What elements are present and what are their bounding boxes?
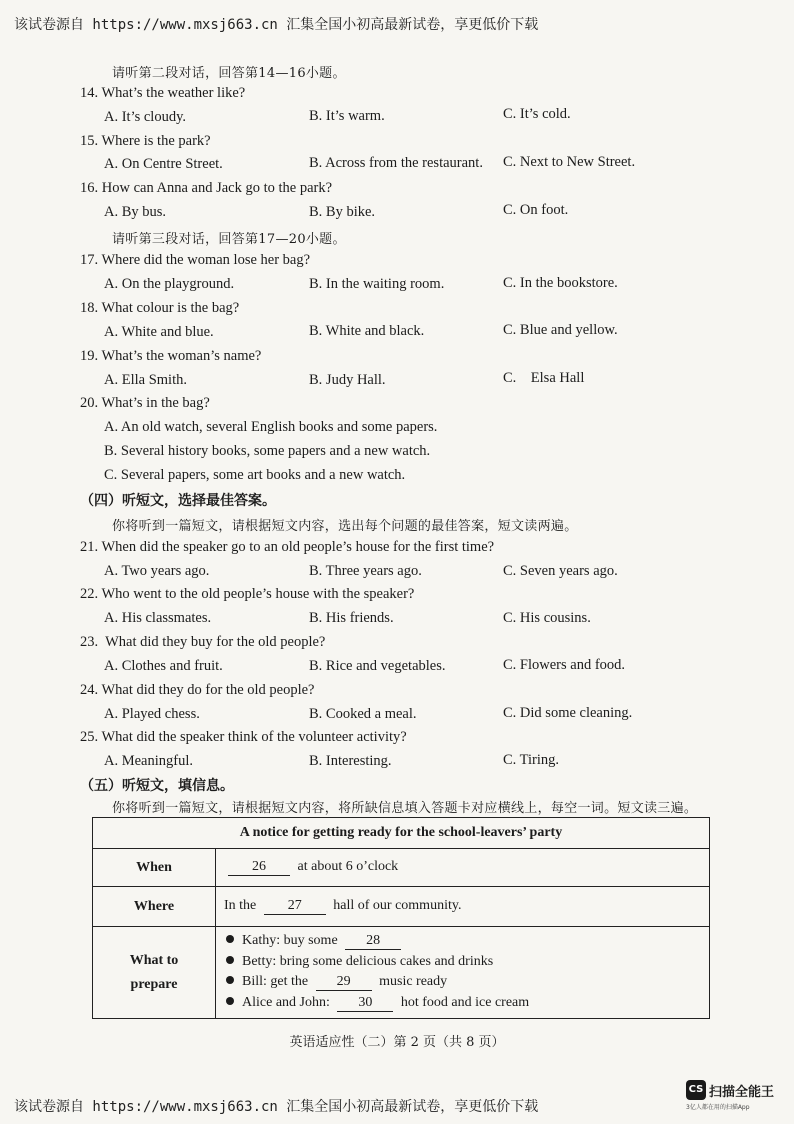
- option-22-b: B. His friends.: [309, 610, 394, 626]
- notice-row-when: [93, 849, 710, 887]
- option-23-a: A. Clothes and fruit.: [104, 658, 223, 674]
- option-14-c: C. It’s cold.: [503, 106, 571, 122]
- option-21-a: A. Two years ago.: [104, 563, 210, 579]
- option-20-a: A. An old watch, several English books and some papers.: [104, 419, 438, 435]
- option-20-c: C. Several papers, some art books and a new watch.: [104, 467, 406, 483]
- value-where: [216, 887, 710, 927]
- option-18-b: B. White and black.: [309, 323, 425, 339]
- option-25-c: C. Tiring.: [503, 752, 560, 768]
- question-20: 20. What’s in the bag?: [80, 395, 210, 411]
- label-prepare-line1: What to: [129, 952, 179, 968]
- section-5-instruction: 你将听到一篇短文，请根据短文内容，将所缺信息填入答题卡对应横线上，每空一词。短文读三遍。: [112, 801, 698, 816]
- question-18: 18. What colour is the bag?: [80, 300, 240, 316]
- option-19-c: C. Elsa Hall: [503, 370, 585, 386]
- watermark-header: 该试卷源自 https://www.mxsj663.cn 汇集全国小初高最新试卷，享更低价下载: [14, 17, 539, 33]
- option-19-a: A. Ella Smith.: [104, 372, 187, 388]
- blank-29: 29: [316, 974, 372, 991]
- notice-title: A notice for getting ready for the school-leavers’ party: [93, 818, 710, 849]
- question-14: 14. What’s the weather like?: [80, 85, 246, 101]
- prepare-item-betty: [224, 954, 708, 970]
- question-22: 22. Who went to the old people’s house with the speaker?: [80, 586, 415, 602]
- option-24-b: B. Cooked a meal.: [309, 706, 417, 722]
- question-25: 25. What did the speaker think of the volunteer activity?: [80, 729, 407, 745]
- bullet-icon: [226, 997, 234, 1005]
- option-15-b: B. Across from the restaurant.: [309, 155, 483, 171]
- question-15: 15. Where is the park?: [80, 133, 211, 149]
- label-prepare: [93, 927, 216, 1019]
- notice-table: [92, 817, 710, 1019]
- option-25-b: B. Interesting.: [309, 753, 392, 769]
- option-20-b: B. Several history books, some papers and a new watch.: [104, 443, 431, 459]
- option-21-b: B. Three years ago.: [309, 563, 422, 579]
- option-22-c: C. His cousins.: [503, 610, 591, 626]
- scanner-name: 扫描全能王: [709, 1084, 775, 1100]
- notice-row-where: [93, 887, 710, 927]
- scanner-logo: [686, 1080, 774, 1111]
- where-post: hall of our community.: [333, 898, 462, 913]
- option-17-b: B. In the waiting room.: [309, 276, 445, 292]
- prepare-item-post: hot food and ice cream: [400, 995, 530, 1010]
- option-17-c: C. In the bookstore.: [503, 275, 618, 291]
- prepare-item-text: Kathy: buy some: [242, 933, 338, 948]
- prepare-item-kathy: [224, 933, 708, 950]
- question-23: 23. What did they buy for the old people?: [80, 634, 326, 650]
- prepare-item-bill: [224, 974, 708, 991]
- option-24-a: A. Played chess.: [104, 706, 200, 722]
- section-4-instruction: 你将听到一篇短文，请根据短文内容，选出每个问题的最佳答案，短文读两遍。: [112, 519, 578, 534]
- option-18-a: A. White and blue.: [104, 324, 214, 340]
- option-21-c: C. Seven years ago.: [503, 563, 618, 579]
- bullet-icon: [226, 935, 234, 943]
- prepare-item-post: music ready: [379, 974, 448, 989]
- option-15-c: C. Next to New Street.: [503, 154, 636, 170]
- section-5-title: （五）听短文，填信息。: [80, 778, 234, 794]
- option-19-b: B. Judy Hall.: [309, 372, 386, 388]
- blank-28: 28: [345, 933, 401, 950]
- option-24-c: C. Did some cleaning.: [503, 705, 633, 721]
- label-when: When: [93, 849, 216, 887]
- value-prepare: [216, 927, 710, 1019]
- page-number: 英语适应性（二）第 2 页（共 8 页）: [289, 1035, 505, 1050]
- prepare-item-text: Bill: get the: [242, 974, 309, 989]
- question-21: 21. When did the speaker go to an old people’s house for the first time?: [80, 539, 495, 555]
- prepare-item-alice-john: [224, 995, 708, 1012]
- prepare-item-text: Alice and John:: [242, 995, 330, 1010]
- option-14-a: A. It’s cloudy.: [104, 109, 187, 125]
- option-23-c: C. Flowers and food.: [503, 657, 626, 673]
- watermark-footer: 该试卷源自 https://www.mxsj663.cn 汇集全国小初高最新试卷，享更低价下载: [14, 1099, 539, 1115]
- option-17-a: A. On the playground.: [104, 276, 235, 292]
- instruction-part2: 请听第二段对话，回答第14—16小题。: [112, 66, 346, 81]
- blank-27: 27: [264, 898, 326, 915]
- prepare-item-text: Betty: bring some delicious cakes and drinks: [242, 954, 494, 969]
- option-16-a: A. By bus.: [104, 204, 167, 220]
- option-22-a: A. His classmates.: [104, 610, 212, 626]
- option-25-a: A. Meaningful.: [104, 753, 193, 769]
- option-16-b: B. By bike.: [309, 204, 376, 220]
- where-pre: In the: [224, 898, 257, 913]
- question-19: 19. What’s the woman’s name?: [80, 348, 262, 364]
- camscanner-icon: CS: [686, 1080, 706, 1100]
- label-prepare-line2: prepare: [130, 976, 178, 992]
- question-17: 17. Where did the woman lose her bag?: [80, 252, 311, 268]
- option-15-a: A. On Centre Street.: [104, 156, 223, 172]
- value-when: [216, 849, 710, 887]
- notice-row-prepare: [93, 927, 710, 1019]
- option-16-c: C. On foot.: [503, 202, 569, 218]
- instruction-part3: 请听第三段对话，回答第17—20小题。: [112, 232, 346, 247]
- option-14-b: B. It’s warm.: [309, 108, 385, 124]
- blank-26: 26: [228, 859, 290, 876]
- blank-30: 30: [337, 995, 393, 1012]
- notice-title-row: [93, 818, 710, 849]
- section-4-title: （四）听短文，选择最佳答案。: [80, 493, 276, 509]
- scanner-tagline: 3亿人都在用的扫描App: [686, 1104, 750, 1111]
- bullet-icon: [226, 976, 234, 984]
- when-text: at about 6 o’clock: [297, 859, 399, 874]
- option-23-b: B. Rice and vegetables.: [309, 658, 446, 674]
- question-16: 16. How can Anna and Jack go to the park?: [80, 180, 333, 196]
- bullet-icon: [226, 956, 234, 964]
- option-18-c: C. Blue and yellow.: [503, 322, 618, 338]
- label-where: Where: [93, 887, 216, 927]
- question-24: 24. What did they do for the old people?: [80, 682, 315, 698]
